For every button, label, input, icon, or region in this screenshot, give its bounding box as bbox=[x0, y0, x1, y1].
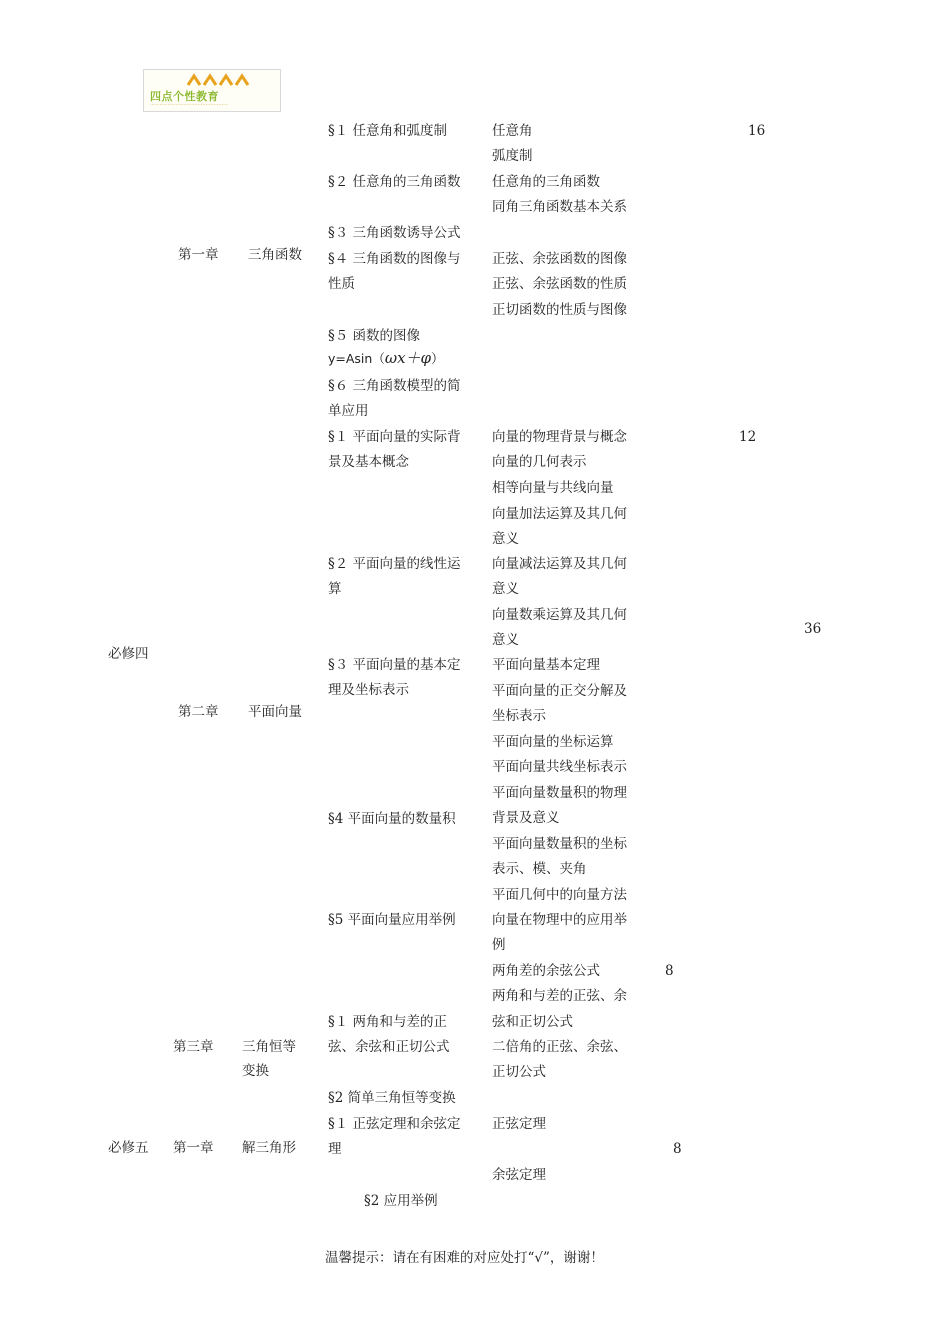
chapter-2-name: 平面向量 bbox=[248, 704, 302, 720]
point-23-line1: 两角和与差的正弦、余 bbox=[492, 988, 627, 1004]
section-c1s6-line1: §６ 三角函数模型的简 bbox=[328, 378, 461, 394]
section-c2s4: §4 平面向量的数量积 bbox=[328, 811, 456, 827]
chapter-3-name-line1: 三角恒等 bbox=[242, 1039, 296, 1055]
point-11-line1: 向量加法运算及其几何 bbox=[492, 506, 627, 522]
section-c3s2: §2 简单三角恒等变换 bbox=[328, 1090, 456, 1106]
hours-m5-ch1: 8 bbox=[673, 1141, 682, 1157]
point-19-line1: 平面向量数量积的坐标 bbox=[492, 836, 627, 852]
module-m4: 必修四 bbox=[108, 646, 149, 662]
hours-ch1: 16 bbox=[748, 123, 766, 139]
section-c2s1-line2: 景及基本概念 bbox=[328, 454, 409, 470]
point-1: 任意角 bbox=[492, 123, 533, 139]
m5-chapter-1-name: 解三角形 bbox=[242, 1140, 296, 1156]
section-m5s1-line1: §１ 正弦定理和余弦定 bbox=[328, 1116, 461, 1132]
point-24-line2: 正切公式 bbox=[492, 1064, 546, 1080]
section-c1s4-line2: 性质 bbox=[328, 276, 355, 292]
section-c1s6-line2: 单应用 bbox=[328, 403, 369, 419]
point-5: 正弦、余弦函数的图像 bbox=[492, 251, 627, 267]
point-20: 平面几何中的向量方法 bbox=[492, 887, 627, 903]
section-c2s2-line1: §２ 平面向量的线性运 bbox=[328, 556, 461, 572]
point-15-line1: 平面向量的正交分解及 bbox=[492, 683, 627, 699]
hours-module4-total: 36 bbox=[804, 621, 822, 637]
point-18-line1: 平面向量数量积的物理 bbox=[492, 785, 627, 801]
hours-ch2: 12 bbox=[739, 429, 757, 445]
chapter-3-number: 第三章 bbox=[173, 1039, 214, 1055]
point-25: 正弦定理 bbox=[492, 1116, 546, 1132]
point-17: 平面向量共线坐标表示 bbox=[492, 759, 627, 775]
logo-text: 四点个性教育 bbox=[150, 90, 219, 103]
section-c1s3: §３ 三角函数诱导公式 bbox=[328, 225, 461, 241]
section-c2s1-line1: §１ 平面向量的实际背 bbox=[328, 429, 461, 445]
section-c1s5-line2 bbox=[328, 349, 444, 369]
point-26: 余弦定理 bbox=[492, 1167, 546, 1183]
point-12-line1: 向量减法运算及其几何 bbox=[492, 556, 627, 572]
section-m5s1-line2: 理 bbox=[328, 1141, 342, 1157]
point-22: 两角差的余弦公式 bbox=[492, 963, 600, 979]
section-c1s5-prefix: y=Asin（ bbox=[328, 351, 385, 366]
section-c2s3-line2: 理及坐标表示 bbox=[328, 682, 409, 698]
point-6: 正弦、余弦函数的性质 bbox=[492, 276, 627, 292]
point-13-line1: 向量数乘运算及其几何 bbox=[492, 607, 627, 623]
point-11-line2: 意义 bbox=[492, 531, 519, 547]
point-4: 同角三角函数基本关系 bbox=[492, 199, 627, 215]
point-12-line2: 意义 bbox=[492, 581, 519, 597]
point-2: 弧度制 bbox=[492, 148, 533, 164]
hours-ch3: 8 bbox=[665, 963, 674, 979]
footer-tip: 温馨提示：请在有困难的对应处打“√”，谢谢！ bbox=[325, 1250, 604, 1266]
section-m5s2: §2 应用举例 bbox=[364, 1193, 438, 1209]
section-c3s1-line2: 弦、余弦和正切公式 bbox=[328, 1039, 450, 1055]
point-3: 任意角的三角函数 bbox=[492, 174, 600, 190]
module-m5: 必修五 bbox=[108, 1140, 149, 1156]
section-c2s3-line1: §３ 平面向量的基本定 bbox=[328, 657, 461, 673]
section-c1s1: §１ 任意角和弧度制 bbox=[328, 123, 448, 139]
chapter-3-name-line2: 变换 bbox=[242, 1063, 269, 1079]
point-9: 向量的几何表示 bbox=[492, 454, 587, 470]
logo-subtext: ················································· bbox=[150, 102, 228, 108]
point-10: 相等向量与共线向量 bbox=[492, 480, 614, 496]
m5-chapter-1-number: 第一章 bbox=[173, 1140, 214, 1156]
point-19-line2: 表示、模、夹角 bbox=[492, 861, 587, 877]
chapter-1-number: 第一章 bbox=[178, 247, 219, 263]
point-13-line2: 意义 bbox=[492, 632, 519, 648]
point-23-line2: 弦和正切公式 bbox=[492, 1014, 573, 1030]
section-c3s1-line1: §１ 两角和与差的正 bbox=[328, 1014, 448, 1030]
point-18-line2: 背景及意义 bbox=[492, 810, 560, 826]
logo-icon bbox=[148, 73, 278, 87]
point-16: 平面向量的坐标运算 bbox=[492, 734, 614, 750]
section-c1s5-suffix: ） bbox=[431, 352, 445, 367]
section-c1s5-formula: ωx＋φ bbox=[384, 349, 432, 367]
point-21-line1: 向量在物理中的应用举 bbox=[492, 912, 627, 928]
section-c2s5: §5 平面向量应用举例 bbox=[328, 912, 456, 928]
section-c1s5-line1: §５ 函数的图像 bbox=[328, 328, 421, 344]
point-24-line1: 二倍角的正弦、余弦、 bbox=[492, 1039, 627, 1055]
point-7: 正切函数的性质与图像 bbox=[492, 302, 627, 318]
section-c1s2: §２ 任意角的三角函数 bbox=[328, 174, 461, 190]
section-c1s4-line1: §４ 三角函数的图像与 bbox=[328, 251, 461, 267]
section-c2s2-line2: 算 bbox=[328, 581, 342, 597]
chapter-1-name: 三角函数 bbox=[248, 247, 302, 263]
point-21-line2: 例 bbox=[492, 937, 506, 953]
point-14: 平面向量基本定理 bbox=[492, 657, 600, 673]
point-8: 向量的物理背景与概念 bbox=[492, 429, 627, 445]
chapter-2-number: 第二章 bbox=[178, 704, 219, 720]
logo bbox=[143, 69, 281, 112]
point-15-line2: 坐标表示 bbox=[492, 708, 546, 724]
